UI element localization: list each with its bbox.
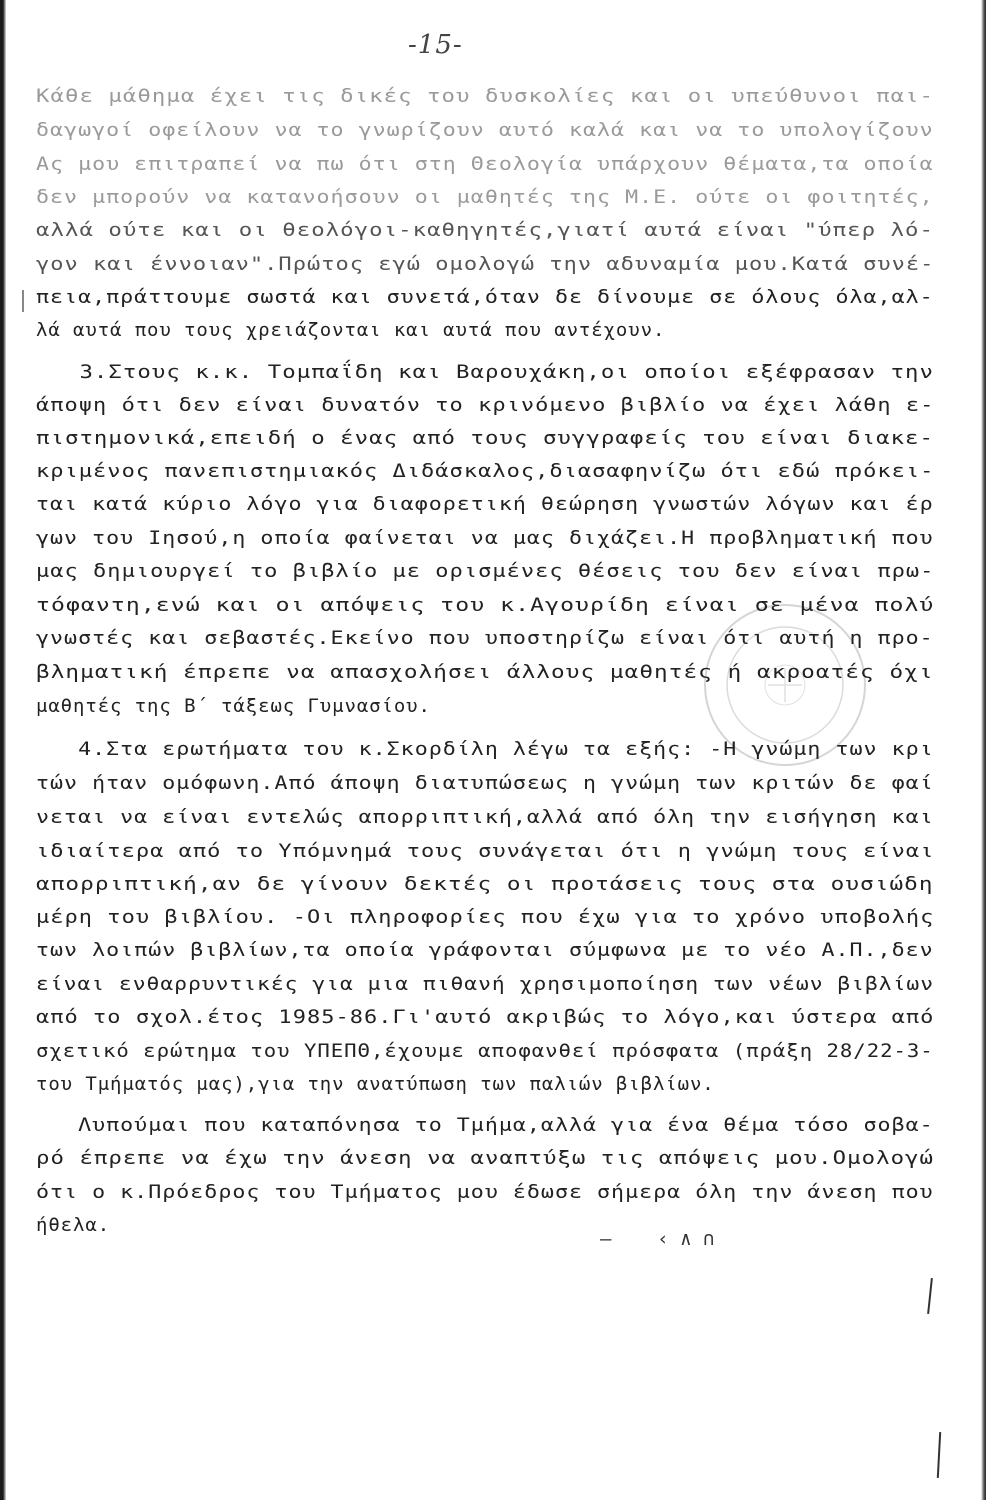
paragraph1-line: λά αυτά που τους χρειάζονται και αυτά που αντέχουν.: [36, 319, 666, 341]
paragraph4-line: ρό έπρεπε να έχω την άνεση να αναπτύξω τις απόψεις μου.Ομολογώ: [36, 1147, 935, 1169]
footer-handwritten-mark: — ‹ ∧ ∩: [600, 1228, 715, 1250]
paragraph1-line: δαγωγοί οφείλουν να το γνωρίζουν αυτό καλά και να το υπολογίζουν: [36, 119, 934, 141]
paragraph3-line: νεται να είναι εντελώς απορριπτική,αλλά από όλη την εισήγηση και: [36, 806, 934, 828]
paragraph3-line: από το σχολ.έτος 1985-86.Γι'αυτό ακριβώς το λόγο,και ύστερα από: [36, 1006, 935, 1028]
paragraph3-line: απορριπτική,αν δε γίνουν δεκτές οι προτάσεις τους στα ουσιώδη: [36, 873, 934, 895]
paragraph2-line: πιστημονικά,επειδή ο ένας από τους συγγραφείς του είναι διακε-: [36, 427, 935, 449]
paragraph1-line: αλλά ούτε και οι θεολόγοι-καθηγητές,γιατί αυτά είναι "ύπερ λό-: [36, 219, 935, 241]
page-number: -15-: [408, 30, 463, 60]
paragraph4-line: ότι ο κ.Πρόεδρος του Τμήματος μου έδωσε σήμερα όλη την άνεση που: [36, 1181, 934, 1203]
paragraph1-line: γον και έννοιαν".Πρώτος εγώ ομολογώ την αδυναμία μου.Κατά συνέ-: [36, 253, 935, 275]
paragraph3-line: σχετικό ερώτημα του ΥΠΕΠΘ,έχουμε αποφανθεί πρόσφατα (πράξη 28/22-3-: [36, 1040, 934, 1062]
paragraph3-line: είναι ενθαρρυντικές για μια πιθανή χρησιμοποίηση των νέων βιβλίων: [36, 973, 935, 995]
paragraph2-line: κριμένος πανεπιστημιακός Διδάσκαλος,διασαφηνίζω ότι εδώ πρόκει-: [36, 460, 935, 482]
paragraph2-line: τόφαντη,ενώ και οι απόψεις του κ.Αγουρίδη είναι σε μένα πολύ: [36, 594, 935, 616]
paragraph2-line: μαθητές της Β΄ τάξεως Γυμνασίου.: [36, 695, 431, 717]
paragraph3-line: μέρη του βιβλίου. -Οι πληροφορίες που έχω για το χρόνο υποβολής: [36, 906, 935, 928]
paragraph2-line: βληματική έπρεπε να απασχολήσει άλλους μαθητές ή ακροατές όχι: [36, 661, 934, 683]
paragraph4-line: Λυπούμαι που καταπόνησα το Τμήμα,αλλά για ένα θέμα τόσο σοβα-: [36, 1114, 934, 1136]
paragraph3-line: 4.Στα ερωτήματα του κ.Σκορδίλη λέγω τα εξής: -Η γνώμη των κρι: [36, 738, 934, 760]
margin-stroke-mark: [927, 1278, 933, 1314]
paragraph2-line: μας δημιουργεί το βιβλίο με ορισμένες θέσεις του δεν είναι πρω-: [36, 560, 935, 582]
paragraph4-line: ήθελα.: [36, 1214, 111, 1236]
margin-stroke-mark: [937, 1432, 941, 1478]
paragraph1-line: πεια,πράττουμε σωστά και συνετά,όταν δε δίνουμε σε όλους όλα,αλ-: [36, 286, 934, 308]
paragraph2-line: 3.Στους κ.κ. Τομπαΐδη και Βαρουχάκη,οι οποίοι εξέφρασαν την: [36, 361, 935, 383]
paragraph3-line: του Τμήματός μας),για την ανατύπωση των παλιών βιβλίων.: [36, 1073, 715, 1095]
paragraph2-line: ται κατά κύριο λόγο για διαφορετική θεώρηση γνωστών λόγων και έρ: [36, 493, 934, 515]
paragraph2-line: γων του Ιησού,η οποία φαίνεται να μας διχάζει.Η προβληματική που: [36, 527, 934, 549]
paragraph2-line: άποψη ότι δεν είναι δυνατόν το κρινόμενο βιβλίο να έχει λάθη ε-: [36, 394, 935, 416]
paragraph1-line: Κάθε μάθημα έχει τις δικές του δυσκολίες και οι υπεύθυνοι παι-: [36, 85, 935, 107]
paragraph3-line: ιδιαίτερα από το Υπόμνημά τους συνάγεται ότι η γνώμη τους είναι: [36, 840, 935, 862]
scan-right-edge: [981, 0, 986, 1500]
paragraph3-line: τών ήταν ομόφωνη.Από άποψη διατυπώσεως η γνώμη των κριτών δε φαί: [36, 772, 934, 794]
paragraph1-line: Ας μου επιτραπεί να πω ότι στη Θεολογία υπάρχουν θέματα,τα οποία: [36, 153, 934, 175]
scan-left-edge: [0, 0, 6, 1500]
paragraph1-line: δεν μπορούν να κατανοήσουν οι μαθητές της Μ.Ε. ούτε οι φοιτητές,: [36, 186, 934, 208]
paragraph3-line: των λοιπών βιβλίων,τα οποία γράφονται σύμφωνα με το νέο Α.Π.,δεν: [36, 939, 934, 961]
margin-pencil-mark: [22, 290, 24, 312]
paragraph2-line: γνωστές και σεβαστές.Εκείνο που υποστηρίζω είναι ότι αυτή η προ-: [36, 627, 934, 649]
